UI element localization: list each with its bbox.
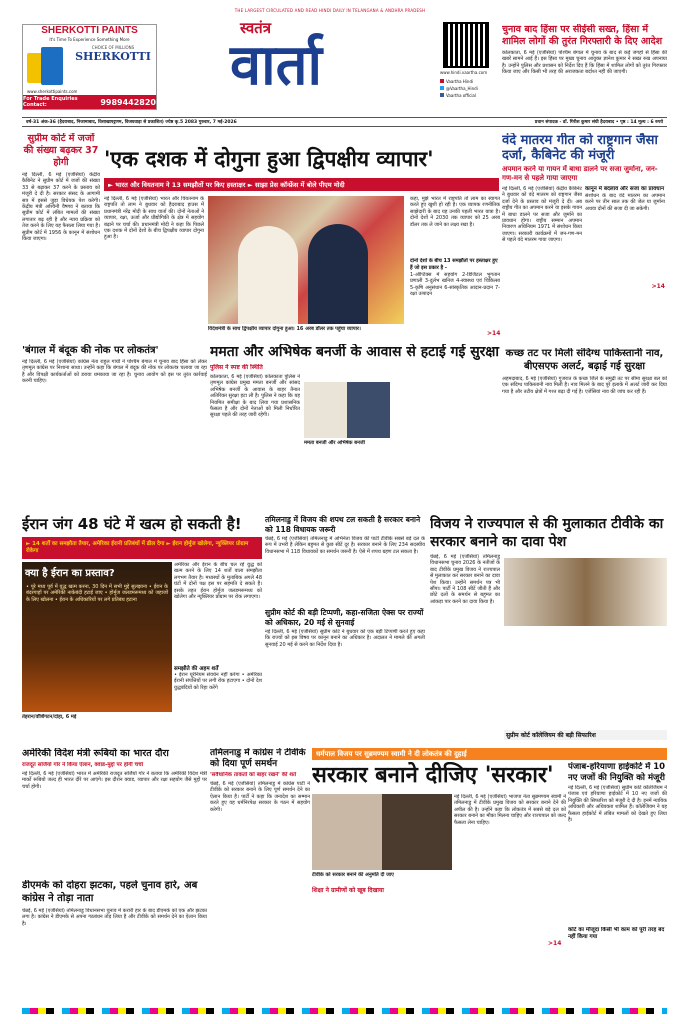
tn-win-story	[265, 515, 425, 605]
edition-right: प्रधान संपादक - डॉ. गिरीश कुमार संघी हैदराबाद • पृष्ठ : 14 मूल्य : 6 रुपये	[534, 120, 663, 125]
vande-subhead: अपमान करने या गायन में बाधा डालने पर सजा जुर्माना, जन-गण-मन से पहले गाया जाएगा	[502, 165, 658, 182]
iran-box-points: • पूरे मध्य पूर्व में युद्ध खत्म करना, 30 दिन में सभी मुद्दे सुलझाना • ईरान के बंदरगाहों पर अमेरिकी नाकेबंदी हटाई जाए • होर्मुज जलडमरूमध्य को जहाजों के लिए खोलना • ईरान के अधिकारियों पर लगे प्रतिबंध हटाना	[26, 584, 168, 603]
mamata-caption: ममता बनर्जी और अभिषेक बनर्जी	[304, 440, 365, 446]
app-icon	[440, 79, 444, 83]
lead-caption: विदेशमंत्री के साथ द्विपक्षीय व्यापार दोगुना हुआ। 16 अरब डॉलर तक पहुंचा व्यापार।	[208, 326, 361, 332]
iran-box-title: क्या है ईरान का प्रस्ताव?	[25, 568, 115, 579]
ad-brand: SHERKOTTI PAINTS	[41, 25, 138, 36]
lead-photo	[208, 196, 404, 324]
vande-box-body: संशोधन के बाद वंदे मातरम का अपमान करने पर तीन साल तक की जेल या जुर्माना अथवा दोनों की सजा दी जा सकेगी।	[585, 193, 665, 212]
dmk-story	[22, 880, 207, 1000]
ad-enquiries-label: For Trade Enquiries Contact:	[23, 96, 78, 108]
email-label[interactable]: Vaartha official	[446, 93, 476, 98]
edition-left: वर्ष-31 अंक-36 (हैदराबाद, निजामाबाद, विशाखापट्टणम, विजयवाड़ा से प्रकाशित) ज्येष्ठ कृ.5 2083 गुरुवार, 7 मई-2026	[26, 120, 237, 125]
vande-headline: वंदे मातरम गीत को राष्ट्रगान जैसा दर्जा, कैबिनेट की मंजूरी	[502, 133, 658, 163]
sarkar-body: नई दिल्ली, 6 मई (एजेंसियां) भाजपा नेता सुब्रमण्यम स्वामी ने तमिलनाडु में टीवीके प्रमुख विजय को सरकार बनाने देने की अपील की है। उन्होंने कहा कि लोकतंत्र में सबसे बड़े दल को सरकार बनाने का मौका मिलना चाहिए और राज्यपाल को जल्द फैसला लेना चाहिए।	[454, 794, 566, 826]
kutch-story	[502, 348, 667, 468]
print-registration-bar	[22, 1008, 667, 1014]
mamata-body: कोलकाता, 6 मई (एजेंसियां) कोलकाता पुलिस ने तृणमूल कांग्रेस प्रमुख ममता बनर्जी और सांसद अभिषेक बनर्जी के आवास के बाहर तैनात अतिरिक्त सुरक्षा हटा ली है। पुलिस ने कहा कि यह नियमित समीक्षा के बाद लिया गया प्रशासनिक फैसला है और दोनों नेताओं को मिली निर्धारित सुरक्षा पहले की तरह जारी रहेगी।	[210, 374, 300, 419]
kutch-headline: कच्छ तट पर मिली संदिग्ध पाकिस्तानी नाव, बीएसएफ अलर्ट, बढ़ाई गई सुरक्षा	[505, 348, 664, 372]
logo-sub: CHOICE OF MILLIONS	[91, 45, 135, 50]
facebook-icon	[440, 93, 444, 97]
vijay-photo	[504, 558, 667, 626]
haryana-subhead: कोर्ट का मौजूदा किसी भी काम को पूरी तरह बंद नहीं किया गया	[568, 927, 665, 940]
vijay-body: चेन्नई, 6 मई (एजेंसियां) तमिलनाडु विधानसभा चुनाव 2026 के नतीजों के बाद टीवीके प्रमुख विजय ने राज्यपाल से मुलाकात कर सरकार बनाने का दावा पेश किया। उन्होंने समर्थन पत्र भी सौंपा। पार्टी ने 108 सीटें जीती हैं और छोटे दलों के समर्थन से बहुमत का आंकड़ा पार करने का दावा किया है।	[430, 554, 500, 605]
sc-body: नई दिल्ली, 6 मई (एजेंसियां) केंद्रीय कैबिनेट ने सुप्रीम कोर्ट में जजों की संख्या 33 से बढ़ाकर 37 करने के प्रस्ताव को मंजूरी दे दी है। सरकार संसद के आगामी सत्र में इससे जुड़ा विधेयक पेश करेगी। केंद्रीय मंत्री अश्विनी वैष्णव ने बताया कि सुप्रीम कोर्ट में लंबित मामलों की संख्या लगातार बढ़ रही है और न्याय प्रक्रिया को तेज करने के लिए यह फैसला लिया गया है। सुप्रीम कोर्ट में 1956 के कानून में संशोधन किया जाएगा।	[22, 172, 100, 243]
dmk-body: चेन्नई, 6 मई (एजेंसियां) तमिलनाडु विधानसभा चुनाव में करारी हार के बाद डीएमके को एक और झटका लगा है। कांग्रेस ने डीएमके से अपना गठबंधन तोड़ लिया है और टीवीके को समर्थन देने का ऐलान किया है।	[22, 908, 207, 927]
bengal-story	[22, 344, 207, 428]
masthead-top-line: THE LARGEST CIRCULATED AND READ HINDI DAILY IN TELANGANA & ANDHRA PRADESH	[234, 8, 426, 13]
kutch-body: अहमदाबाद, 6 मई (एजेंसियां) गुजरात के कच्छ जिले के समुद्री तट पर सीमा सुरक्षा बल को एक संदिग्ध पाकिस्तानी नाव मिली है। नाव मिलने के बाद पूरे इलाके में अलर्ट जारी कर दिया गया है और तटीय क्षेत्रों में गश्त बढ़ा दी गई है। एजेंसियां नाव की जांच कर रही हैं।	[502, 376, 667, 395]
sarkar-sub2: शिक्षा ने ग्रामीणों को खूब दिखाया	[312, 887, 384, 894]
dmk-headline: डीएमके को दोहरा झटका, पहले चुनाव हारे, अब कांग्रेस ने तोड़ा नाता	[22, 880, 198, 904]
masthead-title-top: स्वतंत्र	[240, 19, 272, 37]
ad-phone[interactable]: 9989442820	[100, 97, 156, 107]
sherkotti-ad[interactable]	[22, 24, 157, 110]
lead-more[interactable]: >14	[487, 330, 501, 337]
bengal-headline: 'बंगाल में बंदूक की नोक पर लोकतंत्र'	[22, 345, 159, 356]
iran-headline: ईरान जंग 48 घंटे में खत्म हो सकती है!	[22, 515, 242, 533]
mamata-photo	[304, 382, 390, 438]
masthead-title-main: वार्ता	[230, 32, 323, 98]
vijay-sub2: सुप्रीम कोर्ट कॉलेजियम की बड़ी सिफारिश	[504, 730, 667, 740]
logo-text: SHERKOTTI	[75, 50, 151, 63]
haryana-body: नई दिल्ली, 6 मई (एजेंसियां) सुप्रीम कोर्ट कॉलेजियम ने पंजाब एवं हरियाणा हाईकोर्ट में 10 नए जजों की नियुक्ति की सिफारिश को मंजूरी दे दी है। इनमें न्यायिक अधिकारी और अधिवक्ता शामिल हैं। कॉलेजियम ने यह फैसला हाईकोर्ट में लंबित मामलों को देखते हुए लिया है।	[568, 785, 667, 824]
lead-strap: ► भारत और वियतनाम ने 13 समझौतों पर किए हस्ताक्षर ► साझा प्रेस कॉन्फ्रेंस में बोले पीएम मोदी	[104, 178, 499, 191]
twitter-handle[interactable]: @Vaartha_Hindi	[446, 86, 478, 91]
sc-remark-headline: सुप्रीम कोर्ट की बड़ी टिप्पणी, कहा-सजिता ऐक्स पर राज्यों को अधिकार, 20 मई से सुनवाई	[265, 608, 424, 627]
lead-points: 1-ऑप्टिक्स में सहयोग 2-डिजिटल भुगतान प्रणाली 3-दुर्लभ खनिज 4-स्वास्थ्य एवं चिकित्सा 5-कृषि अनुसंधान 6-सांस्कृतिक आदान-प्रदान 7-रक्षा उत्पादन	[410, 272, 500, 298]
rubio-headline: अमेरिकी विदेश मंत्री रूबियो का भारत दौरा	[22, 748, 169, 759]
lead-col1: नई दिल्ली, 6 मई (एजेंसियां) भारत और वियतनाम के राष्ट्रपति तो लाम ने बुधवार को हैदराबाद हाउस में प्रधानमंत्री नरेंद्र मोदी के साथ वार्ता की। दोनों नेताओं ने व्यापार, रक्षा, ऊर्जा और प्रौद्योगिकी के क्षेत्र में सहयोग बढ़ाने पर चर्चा की। प्रधानमंत्री मोदी ने कहा कि पिछले एक दशक में दोनों देशों के बीच द्विपक्षीय व्यापार दोगुना हुआ है।	[104, 196, 204, 241]
vande-box-title: कानून में बदलाव और सजा का प्रावधान	[585, 186, 665, 192]
iran-side-body: • ईरान यूरेनियम संवर्धन नहीं करेगा • अमेरिका ईरानी संपत्तियों पर लगी रोक हटाएगा • दोनों देश युद्धबंदियों को रिहा करेंगे	[174, 672, 262, 691]
lead-col3: कहा, मुझे भारत में राष्ट्रपति तो लाम का स्वागत करते हुए खुशी हो रही है। एक व्यापक रणनीतिक साझेदारी के बाद यह उनकी पहली भारत यात्रा है। दोनों देशों ने 2030 तक व्यापार को 25 अरब डॉलर तक ले जाने का लक्ष्य रखा है।	[410, 196, 500, 228]
tn-win-body: चेन्नई, 6 मई (एजेंसियां) तमिलनाडु में अभिनेता विजय की पार्टी टीवीके सबसे बड़े दल के रूप में उभरी है लेकिन बहुमत से कुछ सीटें दूर है। सरकार बनाने के लिए 234 सदस्यीय विधानसभा में 118 विधायकों का समर्थन जरूरी है। ऐसे में शपथ ग्रहण टल सकता है।	[265, 536, 425, 555]
vijay-headline: विजय ने राज्यपाल से की मुलाकात टीवीके का सरकार बनाने का दावा पेश	[430, 516, 664, 550]
sherkotti-logo	[73, 45, 153, 85]
sarkar-banner: धर्मपाल विजय पर सुब्रमण्यम स्वामी ने दी लोकतंत्र की दुहाई	[312, 748, 667, 760]
sarkar-headline: सरकार बनाने दीजिए 'सरकार'	[312, 763, 554, 788]
iran-caption: तेहरान/वॉशिंगटन/दोहा, 6 मई	[22, 714, 77, 720]
sc-headline: सुप्रीम कोर्ट में जजों की संख्या बढ़कर 37 होगी	[23, 133, 99, 168]
vijay-story	[430, 515, 667, 745]
rubio-subhead: राजदूत सर्जियो गोर ने किया ऐलान, क्वाड-मुद्दों पर होगी चर्चा	[22, 762, 144, 768]
masthead-web[interactable]: www.hindi.vaartha.com	[440, 70, 488, 75]
tn-cong-body: चेन्नई, 6 मई (एजेंसियां) तमिलनाडु में कांग्रेस पार्टी ने टीवीके को सरकार बनाने के लिए पूर्ण समर्थन देने का ऐलान किया है। पार्टी ने कहा कि जनादेश का सम्मान करते हुए वह धर्मनिरपेक्ष सरकार के गठन में सहयोग करेगी।	[210, 781, 310, 813]
mamata-headline: ममता और अभिषेक बनर्जी के आवास से हटाई गई सुरक्षा	[210, 344, 500, 360]
ad-contact-bar	[23, 95, 156, 109]
qr-code[interactable]	[443, 22, 489, 68]
sc-remark-story	[265, 608, 425, 688]
tn-cong-story	[210, 748, 310, 998]
tn-win-headline: तमिलनाडु में विजय की शपथ टल सकती है सरकार बनाने को 118 विधायक जरूरी	[265, 515, 421, 534]
masthead-social	[440, 78, 500, 99]
top-right-story	[502, 24, 667, 114]
sc-story	[22, 133, 100, 333]
app-label: Vaartha Hindi	[446, 79, 474, 84]
lead-subhead: दोनों देशों के बीच 13 समझौतों पर हस्ताक्षर हुए हैं जो इस प्रकार है -	[410, 258, 498, 271]
haryana-story	[568, 762, 667, 998]
iran-side-heading: समझौते की अहम शर्तें	[174, 666, 219, 672]
rubio-story	[22, 748, 207, 824]
iran-body: अमेरिका और ईरान के बीच चल रहे युद्ध को खत्म करने के लिए 14 शर्तों वाला समझौता लगभग तैयार है। मध्यस्थों के मुताबिक अगले 48 घंटों में दोनों पक्ष इस पर सहमति दे सकते हैं। इसके तहत ईरान होर्मुज जलडमरूमध्य को खोलेगा और न्यूक्लियर प्रोग्राम पर रोक लगाएगा।	[174, 562, 262, 601]
vande-body: नई दिल्ली, 6 मई (एजेंसियां) केंद्रीय कैबिनेट ने बुधवार को वंदे मातरम को राष्ट्रगान जैसा दर्जा देने के प्रस्ताव को मंजूरी दे दी। अब राष्ट्रीय गीत का अपमान करने या इसके गायन में बाधा डालने पर सजा और जुर्माने का प्रावधान होगा। राष्ट्रीय सम्मान अपमान निवारण अधिनियम 1971 में संशोधन किया जाएगा। सरकारी कार्यक्रमों में जन-गण-मन से पहले वंदे मातरम गाया जाएगा।	[502, 186, 582, 244]
tn-cong-subhead: 'संवैधानिक ताकतों को बाहर रखने' की शर्त	[210, 772, 297, 778]
ad-website[interactable]: www.sherkottipaints.com	[27, 89, 78, 94]
top-right-body: कोलकाता, 6 मई (एजेंसियां) पश्चिम बंगाल में चुनाव के बाद से कई जगहों से हिंसा की खबरें सामने आई हैं। इस हिंसा पर मुख्य चुनाव आयुक्त ज्ञानेश कुमार ने सख्त रुख अपनाया है। उन्होंने पुलिस और प्रशासन को निर्देश दिए हैं कि हिंसा में शामिल लोगों को तुरंत गिरफ्तार किया जाए और किसी भी तरह की अराजकता बर्दाश्त नहीं की जाएगी।	[502, 50, 667, 76]
twitter-icon	[440, 86, 444, 90]
haryana-headline: पंजाब-हरियाणा हाईकोर्ट में 10 नए जजों की नियुक्ति को मंजूरी	[568, 762, 666, 783]
lead-headline: 'एक दशक में दोगुना हुआ द्विपक्षीय व्यापार'	[104, 147, 434, 171]
iran-box	[22, 562, 172, 712]
top-right-headline: चुनाव बाद हिंसा पर सीईसी सख्त, हिंसा में शामिल लोगों की तुरंत गिरफ्तारी के दिए आदेश	[502, 24, 663, 47]
sarkar-more[interactable]: >14	[548, 940, 562, 947]
bengal-body: नई दिल्ली, 6 मई (एजेंसियां) कांग्रेस नेता राहुल गांधी ने पश्चिम बंगाल में चुनाव बाद हिंसा को लेकर तृणमूल कांग्रेस पर निशाना साधा। उन्होंने कहा कि बंगाल में बंदूक की नोक पर लोकतंत्र चलाया जा रहा है और विपक्षी कार्यकर्ताओं को डराया धमकाया जा रहा है। चुनाव आयोग को इस पर तुरंत कार्रवाई करनी चाहिए।	[22, 359, 207, 385]
paint-cans-illustration	[27, 45, 67, 89]
iran-strap: ► 14 शर्तों का समझौता तैयार, अमेरिका ईरानी प्रतिबंधों में ढील देगा ► ईरान होर्मुज खोलेगा, न्यूक्लियर प्रोग्राम रोकेगा	[22, 537, 262, 559]
vande-story	[502, 133, 667, 343]
sc-remark-body: नई दिल्ली, 6 मई (एजेंसियां) सुप्रीम कोर्ट ने बुधवार को एक बड़ी टिप्पणी करते हुए कहा कि राज्यों को इस विषय पर कानून बनाने का अधिकार है। अदालत ने मामले की अगली सुनवाई 20 मई से करने का निर्देश दिया है।	[265, 629, 425, 648]
sarkar-caption: टीवीके को सरकार बनाने की अनुमति दी जाए	[312, 872, 394, 878]
edition-bar	[22, 117, 667, 127]
mamata-subhead: पुलिस ने स्पष्ट की स्थिति	[210, 364, 263, 371]
rubio-body: नई दिल्ली, 6 मई (एजेंसियां) भारत में अमेरिकी राजदूत सर्जियो गोर ने बताया कि अमेरिकी विदेश मंत्री मार्को रूबियो जल्द ही भारत दौरे पर आएंगे। इस दौरान क्वाड, व्यापार और रक्षा सहयोग जैसे मुद्दों पर चर्चा होगी।	[22, 771, 207, 790]
ad-tagline: It's Time To Experience Something More	[49, 37, 130, 42]
tn-cong-headline: तमिलनाडु में कांग्रेस ने टीवीके को दिया पूर्ण समर्थन	[210, 748, 306, 769]
vande-more[interactable]: >14	[651, 283, 665, 290]
sarkar-photo	[312, 794, 452, 870]
